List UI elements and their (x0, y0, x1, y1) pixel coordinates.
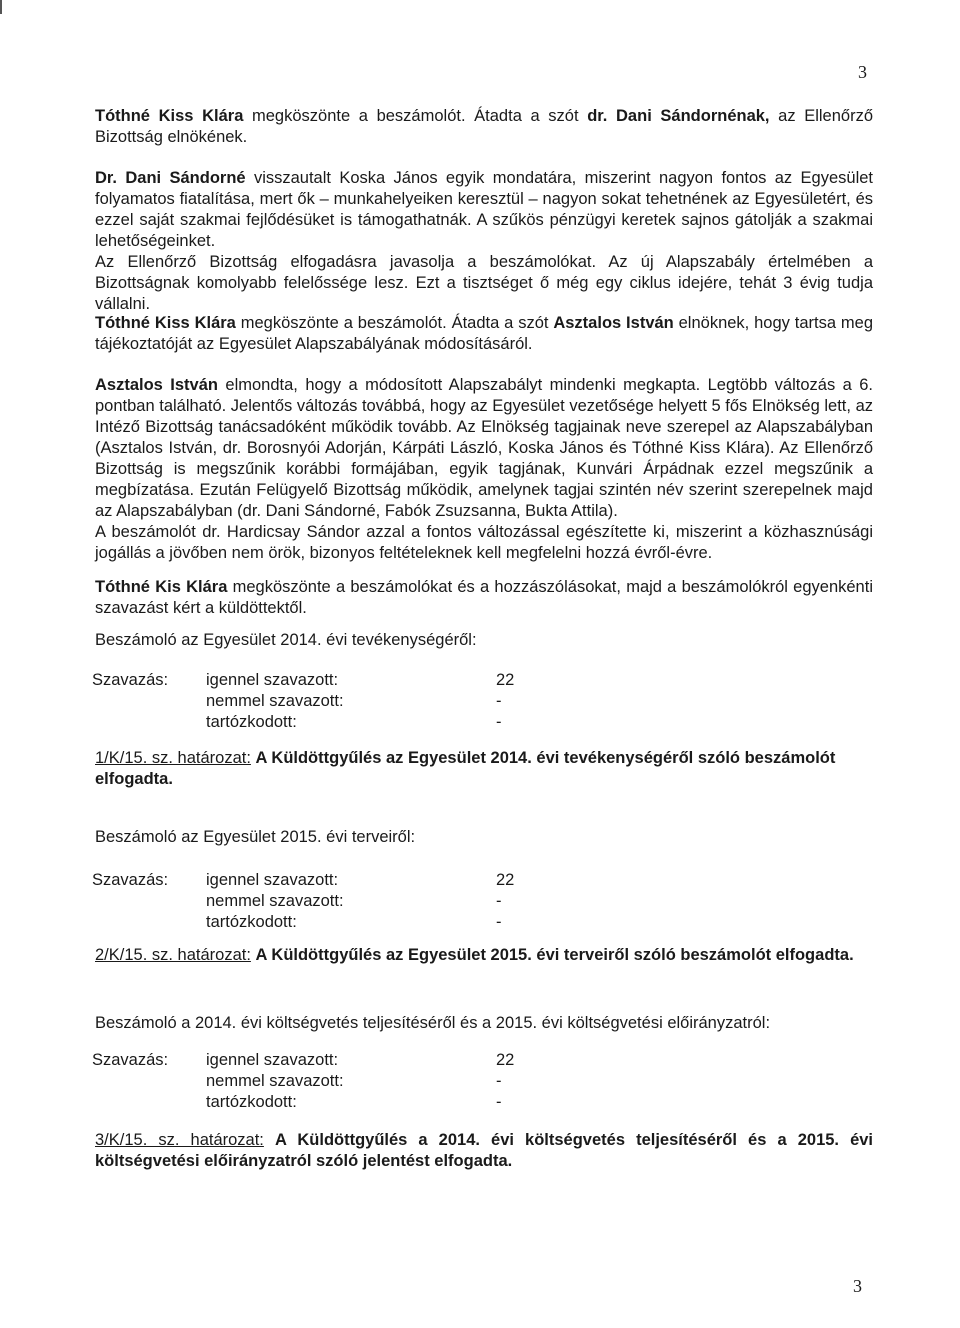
vote-row-abstain: tartózkodott: - (206, 713, 502, 731)
paragraph-dani-report (95, 168, 873, 252)
speaker-name: dr. Dani Sándornénak, (587, 107, 770, 125)
resolution-text: A Küldöttgyűlés az Egyesület 2014. évi tevékenységéről szóló beszámolót elfogadta. (95, 749, 836, 788)
vote-count: - (496, 892, 502, 910)
speaker-name: Asztalos István (95, 376, 218, 394)
paragraph-text: A beszámolót dr. Hardicsay Sándor azzal a fontos változással egészítette ki, miszerint a közhasznúsági jogállás a jövőben nem örök, bizonyos feltételeknek kell megfelelni hozzá évről-évre. (95, 523, 873, 562)
vote-row-no: nemmel szavazott: - (206, 1072, 502, 1090)
vote-row-no: nemmel szavazott: - (206, 692, 502, 710)
vote-count: - (496, 713, 502, 731)
page-number-top: 3 (858, 62, 867, 82)
resolution-text: A Küldöttgyűlés a 2014. évi költségvetés teljesítéséről és a 2015. évi költségvetési előirányzatról szóló jelentést elfogadta. (95, 1131, 874, 1170)
page-number-bottom: 3 (853, 1276, 862, 1296)
report-heading-1: Beszámoló az Egyesület 2014. évi tevékenységéről: (95, 631, 477, 649)
resolution-ref: 2/K/15. sz. határozat: (95, 946, 251, 964)
paragraph-thanks-2 (95, 313, 873, 355)
vote-row-abstain: tartózkodott: - (206, 1093, 502, 1111)
paragraph-vote-request (95, 577, 873, 619)
resolution-2 (95, 945, 873, 966)
vote-count: - (496, 913, 502, 931)
vote-row-yes: igennel szavazott: 22 (206, 671, 515, 689)
paragraph-statute-changes (95, 375, 873, 564)
vote-row-no: nemmel szavazott: - (206, 892, 502, 910)
resolution-3 (95, 1130, 873, 1172)
vote-label: Szavazás: (92, 1051, 169, 1069)
speaker-name: Tóthné Kiss Klára (95, 107, 244, 125)
paragraph-board-recommendation (95, 252, 873, 315)
paragraph-text: megköszönte a beszámolót. Átadta a szót (252, 107, 579, 125)
vote-label: Szavazás: (92, 671, 169, 689)
vote-block-2 (92, 870, 515, 936)
paragraph-text: megköszönte a beszámolót. Átadta a szót (240, 314, 549, 332)
vote-row-abstain: tartózkodott: - (206, 913, 502, 931)
vote-label: Szavazás: (92, 871, 169, 889)
paragraph-text: megköszönte a beszámolókat és a hozzászólásokat, majd a beszámolókról egyenkénti szavazást kért a küldöttektől. (95, 578, 873, 617)
paragraph-thanks-1 (95, 106, 873, 148)
paragraph-text: visszautalt Koska János egyik mondatára, miszerint nagyon fontos az Egyesület folyamatos fiatalítása, mert ők – munkahelyeiken keresztül – nagyon sokat tehetnének az Egyesületért, és ezzel saját szakmai fejlődésüket is támogathatnák. A szűkös pénzügyi keretek sajnos gátolják a szakmai lehetőségeinket. (95, 169, 874, 250)
resolution-ref: 3/K/15. sz. határozat: (95, 1131, 264, 1149)
vote-count: - (496, 1072, 502, 1090)
resolution-ref: 1/K/15. sz. határozat: (95, 749, 251, 767)
vote-count: - (496, 1093, 502, 1111)
vote-count: 22 (496, 871, 515, 889)
paragraph-text: Az Ellenőrző Bizottság elfogadásra javasolja a beszámolókat. Az új Alapszabály értelmében a Bizottságnak komolyabb felelőssége lesz. Ezt a tisztséget ő még egy ciklus idejére, tehát 3 évig tudja vállalni. (95, 253, 873, 313)
paragraph-text: elnöknek, hogy tartsa meg tájékoztatóját az Egyesület Alapszabályának módosításáról. (95, 314, 873, 353)
scan-artifact (0, 0, 2, 14)
paragraph-text: az Ellenőrző Bizottság elnökének. (95, 107, 873, 146)
resolution-1 (95, 748, 873, 790)
vote-count: 22 (496, 1051, 515, 1069)
vote-block-1 (92, 670, 515, 736)
paragraph-text: elmondta, hogy a módosított Alapszabályt mindenki megkapta. Legtöbb változás a 6. pontban található. Jelentős változás továbbá, hogy az Egyesület vezetősége helyett 5 fős Elnökség lett, az Intéző Bizottság tanácsadóként működik tovább. Az Elnökség tagjainak neve szerepel az Alapszabályban (Asztalos István, dr. Borosnyói Adorján, Kárpáti László, Koska János és Tóthné Kiss Klára). Az Ellenőrző Bizottság is megszűnik korábbi formájában, egyik tagjának, Kunvári Árpádnak ezzel megszűnik a megbízatása. Ezután Felügyelő Bizottság működik, amelynek tagjai szintén név szerint szerepelnek majd az Alapszabályban (dr. Dani Sándorné, Fabók Zsuzsanna, Bukta Attila). (95, 376, 874, 520)
resolution-text: A Küldöttgyűlés az Egyesület 2015. évi terveiről szóló beszámolót elfogadta. (255, 946, 854, 964)
report-heading-3: Beszámoló a 2014. évi költségvetés teljesítéséről és a 2015. évi költségvetési előirányzatról: (95, 1014, 771, 1032)
vote-count: 22 (496, 671, 515, 689)
vote-row-yes: igennel szavazott: 22 (206, 871, 515, 889)
speaker-name: Tóthné Kis Klára (95, 578, 228, 596)
speaker-name: Asztalos István (553, 314, 674, 332)
report-heading-2: Beszámoló az Egyesület 2015. évi terveiről: (95, 828, 416, 846)
vote-block-3 (92, 1050, 515, 1116)
vote-row-yes: igennel szavazott: 22 (206, 1051, 515, 1069)
vote-count: - (496, 692, 502, 710)
speaker-name: Dr. Dani Sándorné (95, 169, 246, 187)
speaker-name: Tóthné Kiss Klára (95, 314, 236, 332)
